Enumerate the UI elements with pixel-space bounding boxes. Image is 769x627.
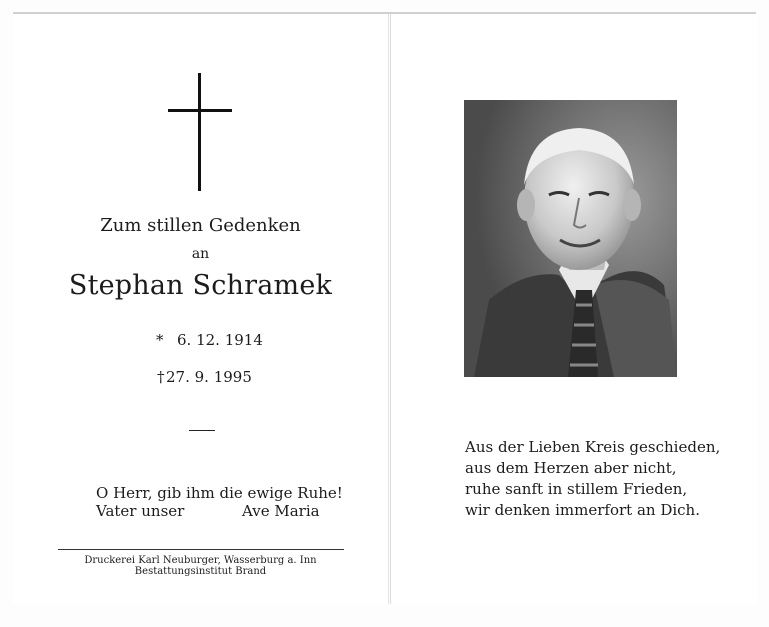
verse-line: wir denken immerfort an Dich. — [465, 501, 700, 519]
death-symbol: † — [157, 368, 165, 386]
birth-date: 6. 12. 1914 — [177, 331, 263, 349]
prayer-line: O Herr, gib ihm die ewige Ruhe! — [96, 484, 343, 502]
birth-symbol: * — [156, 331, 164, 349]
deceased-name: Stephan Schramek — [68, 270, 333, 301]
portrait-photo — [464, 100, 677, 377]
memorial-heading: Zum stillen Gedenken — [100, 215, 301, 236]
prayer-vater-unser: Vater unser — [96, 502, 185, 520]
verse-line: aus dem Herzen aber nicht, — [465, 459, 677, 477]
memorial-connector: an — [191, 246, 210, 262]
footer-divider — [58, 549, 344, 550]
death-date: 27. 9. 1995 — [166, 368, 252, 386]
funeral-home-credit: Bestattungsinstitut Brand — [134, 566, 267, 577]
cross-vertical-bar — [198, 73, 201, 191]
portrait-image — [464, 100, 677, 377]
printer-credit: Druckerei Karl Neuburger, Wasserburg a. Inn — [84, 555, 317, 566]
prayer-ave-maria: Ave Maria — [242, 502, 320, 520]
cross-horizontal-bar — [168, 109, 232, 112]
verse-line: ruhe sanft in stillem Frieden, — [465, 480, 688, 498]
verse-line: Aus der Lieben Kreis geschieden, — [465, 438, 721, 456]
section-divider — [189, 430, 215, 431]
